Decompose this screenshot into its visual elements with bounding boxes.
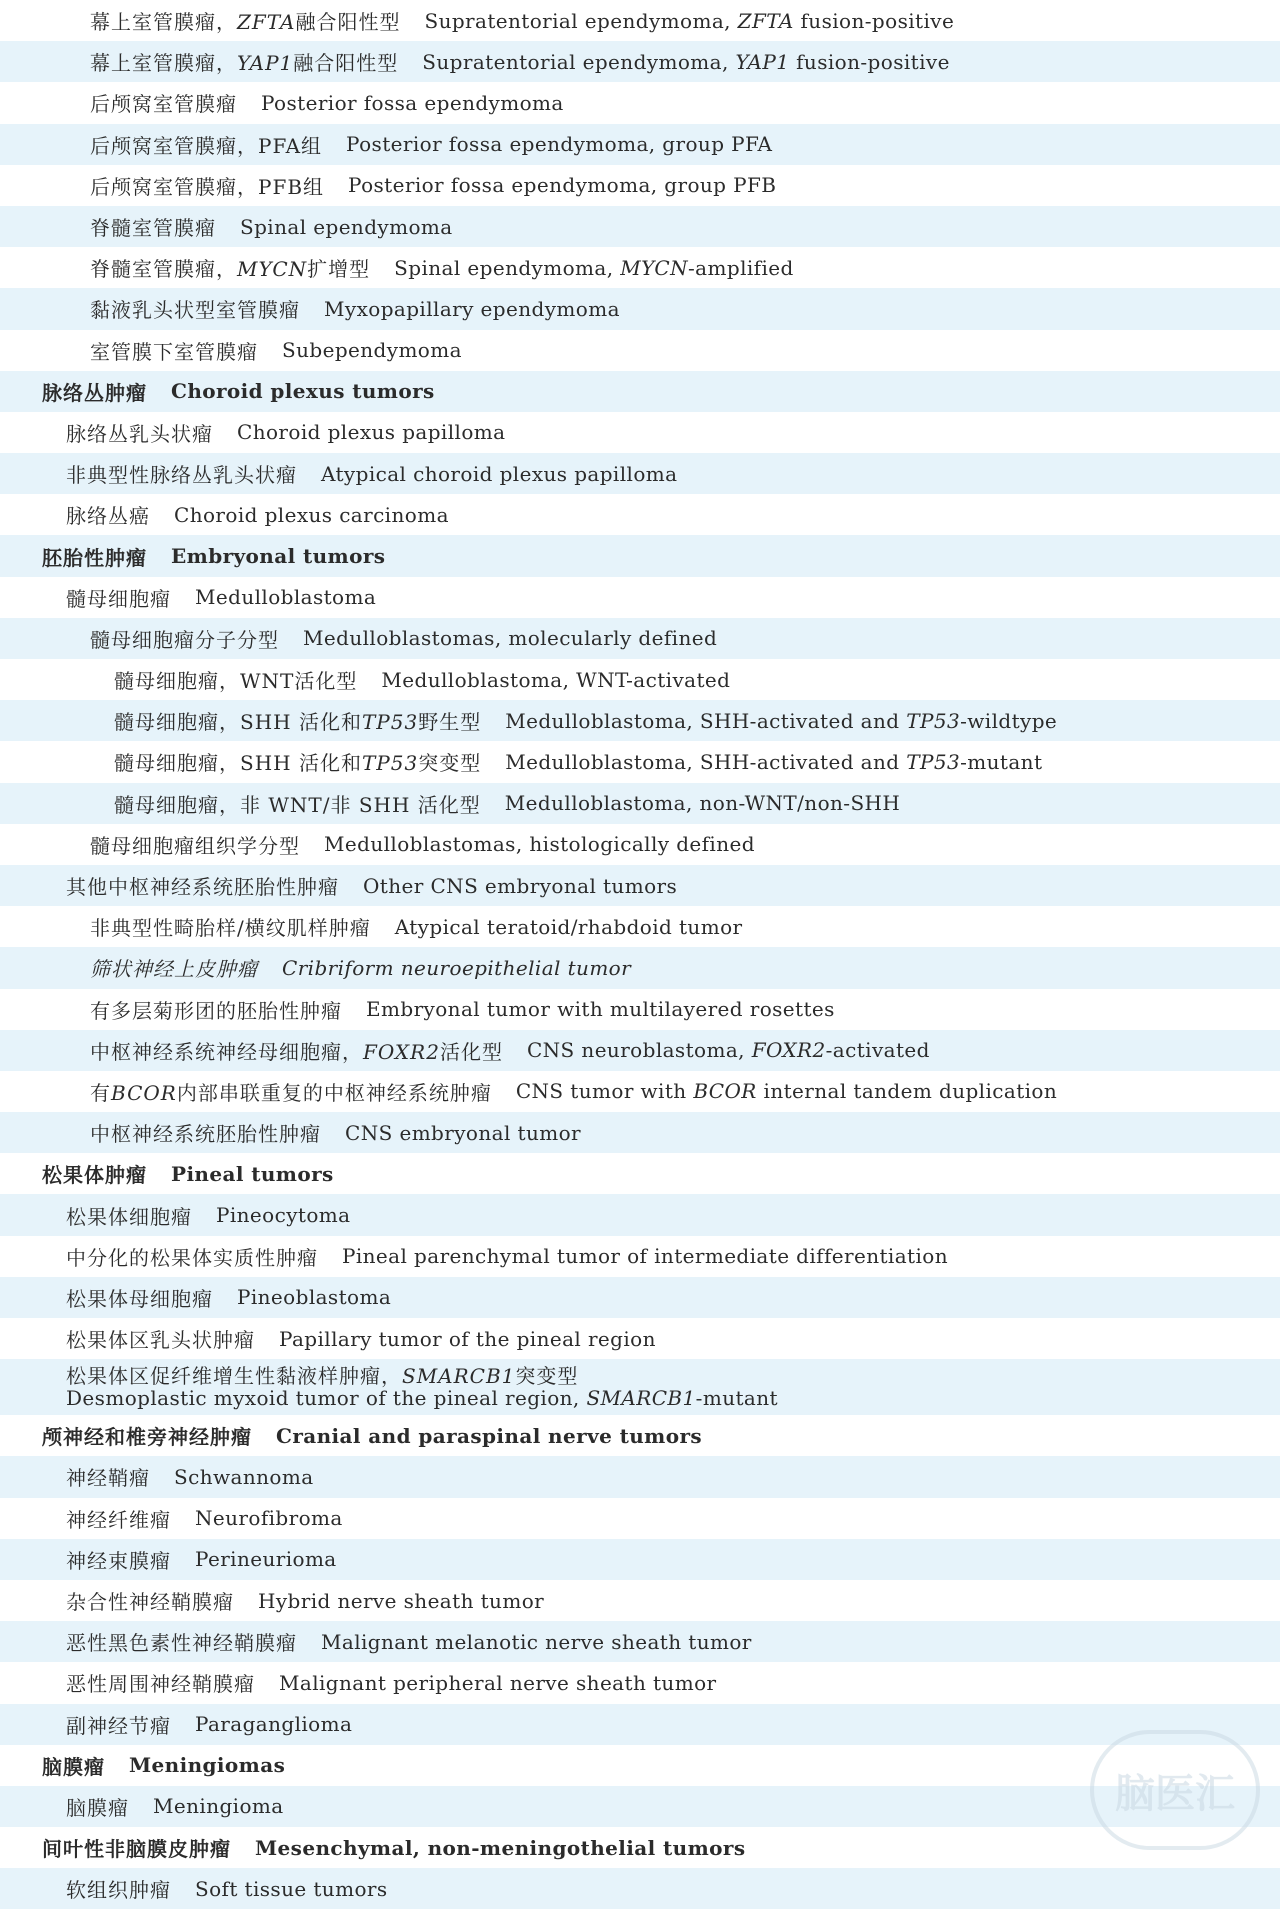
chinese-term: 髓母细胞瘤，SHH 活化和TP53突变型 [114,751,482,776]
english-term: Choroid plexus carcinoma [174,502,449,527]
english-term: Papillary tumor of the pineal region [279,1326,656,1351]
english-term: Posterior fossa ependymoma [261,90,564,115]
tumor-entry-row [0,494,1280,535]
tumor-entry-row [0,124,1280,165]
tumor-entry-row [0,1662,1280,1703]
english-term: Medulloblastoma, SHH-activated and TP53-wildtype [505,708,1058,733]
english-term: Cribriform neuroepithelial tumor [282,955,632,980]
tumor-entry-row [0,1318,1280,1359]
tumor-entry-row [0,824,1280,865]
chinese-term: 非典型性脉络丛乳头状瘤 [66,463,297,488]
tumor-entry-row [0,989,1280,1030]
chinese-term: 脊髓室管膜瘤，MYCN扩增型 [90,257,371,282]
tumor-entry-row [0,865,1280,906]
chinese-term: 神经束膜瘤 [66,1548,171,1573]
chinese-term: 筛状神经上皮肿瘤 [90,957,258,982]
english-term: Medulloblastoma [195,585,377,610]
chinese-term: 神经鞘瘤 [66,1466,150,1491]
tumor-entry-row [0,1580,1280,1621]
chinese-term: 软组织肿瘤 [66,1878,171,1903]
english-term: Meningioma [153,1794,284,1819]
english-term: Choroid plexus papilloma [237,420,506,445]
tumor-entry-row [0,1277,1280,1318]
english-term: Medulloblastoma, non-WNT/non-SHH [504,791,901,816]
chinese-term: 副神经节瘤 [66,1713,171,1738]
tumor-entry-row [0,165,1280,206]
chinese-term: 松果体细胞瘤 [66,1204,192,1229]
english-term: CNS neuroblastoma, FOXR2-activated [526,1038,930,1063]
chinese-term: 松果体母细胞瘤 [66,1286,213,1311]
chinese-term: 脑膜瘤 [42,1754,105,1779]
category-header-row [0,1415,1280,1456]
english-term: Posterior fossa ependymoma, group PFB [348,173,777,198]
tumor-entry-row [0,906,1280,947]
english-term: Embryonal tumors [171,544,386,569]
english-term: CNS tumor with BCOR internal tandem duplication [515,1079,1058,1104]
category-header-row [0,535,1280,576]
english-term: Malignant melanotic nerve sheath tumor [321,1629,752,1654]
english-term: Pineal parenchymal tumor of intermediate differentiation [342,1244,949,1269]
chinese-term: 后颅窝室管膜瘤，PFA组 [90,133,323,158]
tumor-entry-row [0,1621,1280,1662]
english-term: Soft tissue tumors [195,1876,388,1901]
english-term: Myxopapillary ependymoma [324,296,620,321]
category-header-row [0,1153,1280,1194]
chinese-term: 有多层菊形团的胚胎性肿瘤 [90,998,342,1023]
tumor-entry-row [0,1194,1280,1235]
chinese-term: 中枢神经系统神经母细胞瘤，FOXR2活化型 [90,1039,503,1064]
english-term: Meningiomas [129,1753,286,1778]
tumor-entry-row [0,1359,1280,1415]
english-term: Pineal tumors [171,1161,334,1186]
chinese-term: 髓母细胞瘤，SHH 活化和TP53野生型 [114,710,482,735]
english-term: Choroid plexus tumors [171,379,435,404]
chinese-term: 非典型性畸胎样/横纹肌样肿瘤 [90,916,371,941]
chinese-term: 其他中枢神经系统胚胎性肿瘤 [66,875,339,900]
english-term: Spinal ependymoma, MYCN-amplified [394,255,794,280]
english-term: Supratentorial ependymoma, ZFTA fusion-positive [424,8,955,33]
tumor-entry-row [0,412,1280,453]
chinese-term: 黏液乳头状型室管膜瘤 [90,298,300,323]
english-term: Perineurioma [195,1547,337,1572]
chinese-term: 髓母细胞瘤，非 WNT/非 SHH 活化型 [114,792,481,817]
chinese-term: 松果体肿瘤 [42,1163,147,1188]
english-term: Other CNS embryonal tumors [363,873,678,898]
chinese-term: 室管膜下室管膜瘤 [90,339,258,364]
chinese-term: 后颅窝室管膜瘤 [90,92,237,117]
chinese-term: 脊髓室管膜瘤 [90,216,216,241]
english-term: Supratentorial ependymoma, YAP1 fusion-positive [422,49,950,74]
english-term: Atypical teratoid/rhabdoid tumor [394,914,743,939]
chinese-term: 松果体区乳头状肿瘤 [66,1328,255,1353]
english-term: Medulloblastomas, molecularly defined [303,626,718,651]
chinese-term: 幕上室管膜瘤，ZFTA融合阳性型 [90,10,401,35]
tumor-entry-row [0,618,1280,659]
category-header-row [0,1745,1280,1786]
english-term: Subependymoma [282,338,462,363]
chinese-term: 脉络丛乳头状瘤 [66,421,213,446]
english-term: Neurofibroma [195,1506,343,1531]
tumor-entry-row [0,0,1280,41]
english-term: Hybrid nerve sheath tumor [258,1588,545,1613]
chinese-term: 脑膜瘤 [66,1795,129,1820]
chinese-term: 神经纤维瘤 [66,1507,171,1532]
chinese-term: 髓母细胞瘤组织学分型 [90,833,300,858]
english-term: Mesenchymal, non-meningothelial tumors [255,1835,746,1860]
tumor-entry-row [0,577,1280,618]
tumor-entry-row [0,1071,1280,1112]
tumor-entry-row [0,700,1280,741]
english-term: Desmoplastic myxoid tumor of the pineal region, SMARCB1-mutant [66,1386,778,1411]
tumor-entry-row [0,1236,1280,1277]
english-term: Spinal ependymoma [240,214,453,239]
tumor-entry-row [0,82,1280,123]
chinese-term: 间叶性非脑膜皮肿瘤 [42,1837,231,1862]
tumor-entry-row [0,247,1280,288]
english-term: Pineocytoma [216,1203,351,1228]
category-header-row [0,371,1280,412]
english-term: Embryonal tumor with multilayered rosettes [366,997,835,1022]
english-term: Medulloblastomas, histologically defined [324,832,755,857]
english-term: Atypical choroid plexus papilloma [321,461,678,486]
tumor-entry-row [0,330,1280,371]
tumor-entry-row [0,41,1280,82]
chinese-term: 髓母细胞瘤 [66,586,171,611]
chinese-term: 恶性周围神经鞘膜瘤 [66,1672,255,1697]
english-term: Cranial and paraspinal nerve tumors [276,1423,703,1448]
tumor-entry-row [0,1112,1280,1153]
english-term: Posterior fossa ependymoma, group PFA [346,132,773,157]
english-term: Medulloblastoma, SHH-activated and TP53-mutant [505,749,1043,774]
english-term: Paraganglioma [195,1712,353,1737]
english-term: CNS embryonal tumor [345,1120,582,1145]
chinese-term: 恶性黑色素性神经鞘膜瘤 [66,1631,297,1656]
watermark-text: 脑医汇 [1115,1770,1235,1817]
tumor-entry-row [0,288,1280,329]
tumor-entry-row [0,206,1280,247]
chinese-term: 幕上室管膜瘤，YAP1融合阳性型 [90,51,399,76]
watermark-logo [1090,1730,1260,1850]
chinese-term: 中分化的松果体实质性肿瘤 [66,1245,318,1270]
chinese-term: 脉络丛癌 [66,504,150,529]
chinese-term: 有BCOR内部串联重复的中枢神经系统肿瘤 [90,1080,492,1105]
tumor-entry-row [0,1539,1280,1580]
tumor-entry-row [0,741,1280,782]
chinese-term: 松果体区促纤维增生性黏液样肿瘤，SMARCB1突变型 [66,1364,579,1389]
english-term: Medulloblastoma, WNT-activated [381,667,731,692]
tumor-entry-row [0,783,1280,824]
english-term: Malignant peripheral nerve sheath tumor [279,1670,717,1695]
chinese-term: 髓母细胞瘤，WNT活化型 [114,669,358,694]
tumor-entry-row [0,1456,1280,1497]
chinese-term: 后颅窝室管膜瘤，PFB组 [90,174,325,199]
english-term: Schwannoma [174,1464,314,1489]
chinese-term: 杂合性神经鞘膜瘤 [66,1590,234,1615]
tumor-entry-row [0,453,1280,494]
tumor-entry-row [0,659,1280,700]
tumor-entry-row [0,1498,1280,1539]
tumor-entry-row [0,1704,1280,1745]
category-header-row [0,1827,1280,1868]
chinese-term: 颅神经和椎旁神经肿瘤 [42,1425,252,1450]
tumor-entry-row [0,1030,1280,1071]
tumor-entry-row [0,1786,1280,1827]
english-term: Pineoblastoma [237,1285,392,1310]
chinese-term: 中枢神经系统胚胎性肿瘤 [90,1122,321,1147]
tumor-entry-row [0,947,1280,988]
chinese-term: 脉络丛肿瘤 [42,380,147,405]
chinese-term: 髓母细胞瘤分子分型 [90,627,279,652]
chinese-term: 胚胎性肿瘤 [42,545,147,570]
